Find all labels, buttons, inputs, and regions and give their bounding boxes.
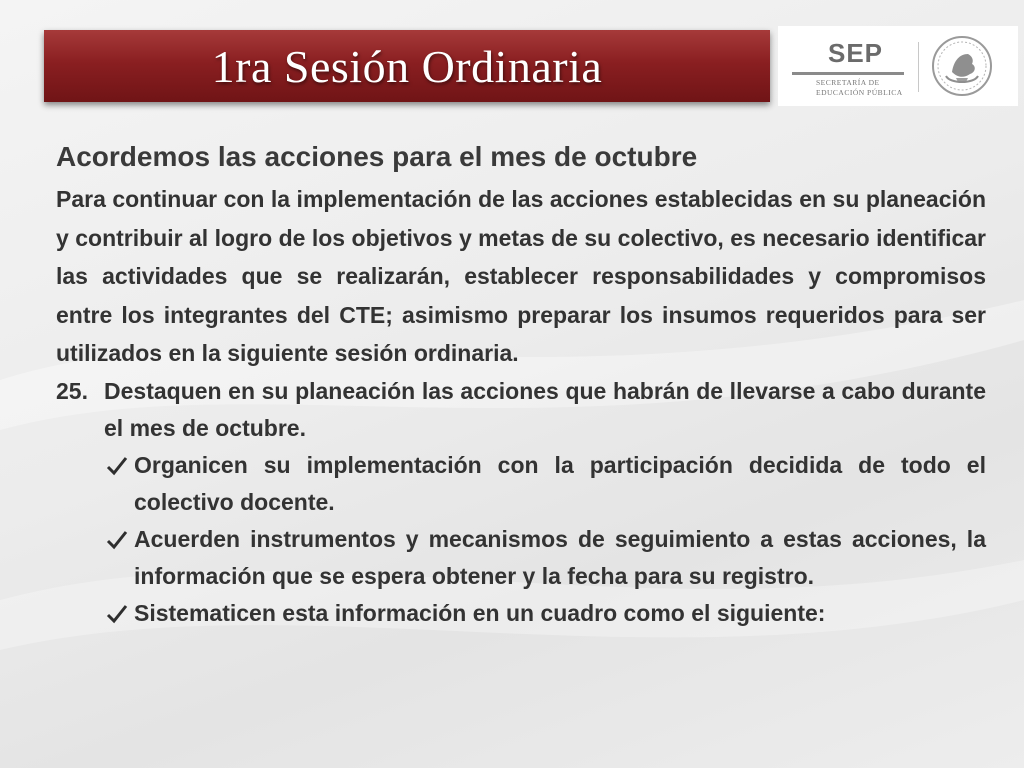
sep-logo-name: SEP xyxy=(828,38,884,68)
checklist-item xyxy=(56,595,986,632)
checklist-item-text: Sistematicen esta información en un cuadro como el siguiente: xyxy=(134,599,826,626)
sep-logo-rule xyxy=(792,72,904,75)
sep-logo-line1: SECRETARÍA DE xyxy=(816,78,880,87)
checkmark-icon xyxy=(106,455,128,477)
checkmark-icon xyxy=(106,603,128,625)
checklist-item xyxy=(56,521,986,595)
sep-logo-line2: EDUCACIÓN PÚBLICA xyxy=(816,88,903,97)
logo-divider xyxy=(918,42,919,92)
checklist-item xyxy=(56,447,986,521)
slide-title: 1ra Sesión Ordinaria xyxy=(211,40,603,92)
item-number: 25. xyxy=(56,377,88,404)
slide-body xyxy=(56,138,986,632)
checklist xyxy=(56,447,986,632)
section-heading: Acordemos las acciones para el mes de octubre xyxy=(56,141,698,172)
item-text: Destaquen en su planeación las acciones que habrán de llevarse a cabo durante el mes de octubre. xyxy=(104,377,986,441)
numbered-item xyxy=(56,373,986,447)
checklist-item-text: Organicen su implementación con la participación decidida de todo el colectivo docente. xyxy=(134,451,986,515)
checklist-item-text: Acuerden instrumentos y mecanismos de seguimiento a estas acciones, la información que se espera obtener y la fecha para su registro. xyxy=(134,525,986,589)
logos-panel xyxy=(778,26,1018,106)
checkmark-icon xyxy=(106,529,128,551)
intro-paragraph: Para continuar con la implementación de las acciones establecidas en su planeación y contribuir al logro de los objetivos y metas de su colectivo, es necesario identificar las actividades que se realizarán, establecer responsabilidades y compromisos entre los integrantes del CTE; asimismo preparar los insumos requeridos para ser utilizados en la siguiente sesión ordinaria. xyxy=(56,186,986,367)
mexico-coat-of-arms-icon xyxy=(930,34,994,98)
title-banner xyxy=(44,30,770,102)
sep-logo xyxy=(792,38,904,98)
